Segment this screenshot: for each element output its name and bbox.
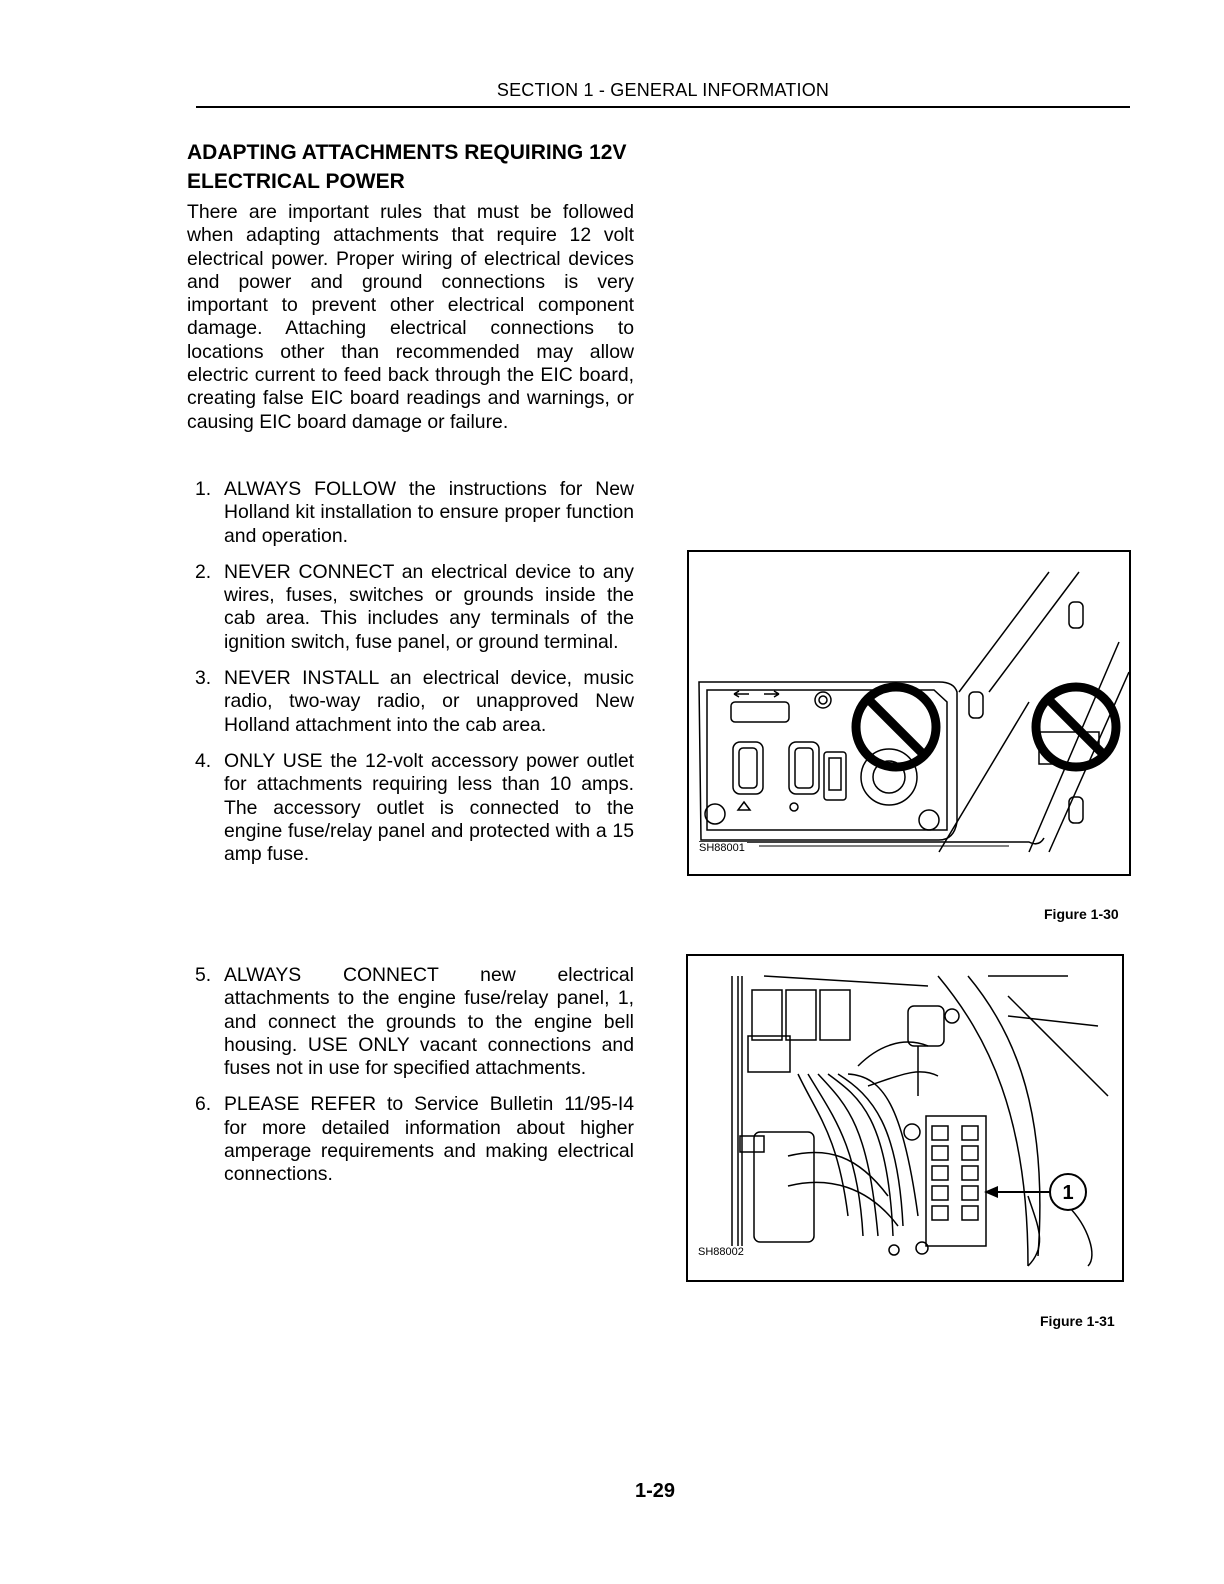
rule-text: ALWAYS CONNECT new electrical attachments to the engine fuse/relay panel, 1, and connect the grounds to the engine bell housing. USE ONLY vacant connections and fuses not in use for specified attachments. xyxy=(224,964,634,1080)
rule-number: 1. xyxy=(195,478,212,500)
rule-number: 6. xyxy=(195,1093,212,1116)
rule-number: 5. xyxy=(195,964,212,986)
rule-number: 3. xyxy=(195,667,212,690)
section-heading: ADAPTING ATTACHMENTS REQUIRING 12V ELECTRICAL POWER xyxy=(187,141,627,193)
rule-text: PLEASE REFER to Service Bulletin 11/95-I4 for more detailed information about higher amperage requirements and making electrical connections. xyxy=(224,1093,634,1186)
figure-caption: Figure 1-30 xyxy=(1044,906,1119,922)
rule-item xyxy=(187,750,634,866)
rule-number: 2. xyxy=(195,560,212,583)
intro-paragraph: There are important rules that must be followed when adapting attachments that require 12 volt electrical power. Proper wiring of electrical devices and power and ground connections is very important to prevent other electrical component damage. Attaching electrical connections to locations other than recommended may allow electric current to feed back through the EIC board, creating false EIC board readings and warnings, or causing EIC board damage or failure. xyxy=(187,201,634,433)
rules-list-top xyxy=(187,478,634,879)
rule-item xyxy=(187,561,634,654)
figure-code: SH88001 xyxy=(699,842,745,854)
figure-caption: Figure 1-31 xyxy=(1040,1313,1115,1329)
cab-panel-illustration xyxy=(689,552,1129,874)
section-title: SECTION 1 - GENERAL INFORMATION xyxy=(496,80,830,100)
rule-number: 4. xyxy=(195,749,212,772)
rule-text: ONLY USE the 12-volt accessory power outlet for attachments requiring less than 10 amps. The accessory outlet is connected to the engine fuse/relay panel and protected with a 15 amp fuse. xyxy=(224,749,634,866)
rule-item xyxy=(187,478,634,548)
figure-cab-panel xyxy=(687,550,1131,876)
page-header xyxy=(196,80,1130,108)
rule-text: NEVER CONNECT an electrical device to any wires, fuses, switches or grounds inside the cab area. This includes any terminals of the ignition switch, fuse panel, or ground terminal. xyxy=(224,560,634,653)
callout-number: 1 xyxy=(1062,1182,1074,1204)
rule-text: NEVER INSTALL an electrical device, music radio, two-way radio, or unapproved New Holland attachment into the cab area. xyxy=(224,667,634,736)
fuse-relay-illustration xyxy=(688,956,1122,1280)
rule-item xyxy=(187,1093,634,1186)
figure-fuse-relay-panel xyxy=(686,954,1124,1282)
rule-item xyxy=(187,964,634,1080)
rule-text: ALWAYS FOLLOW the instructions for New Holland kit installation to ensure proper function and operation. xyxy=(224,478,634,547)
rule-item xyxy=(187,667,634,737)
page-number: 1-29 xyxy=(634,1480,676,1502)
rules-list-bottom xyxy=(187,964,634,1200)
figure-code: SH88002 xyxy=(698,1246,744,1258)
